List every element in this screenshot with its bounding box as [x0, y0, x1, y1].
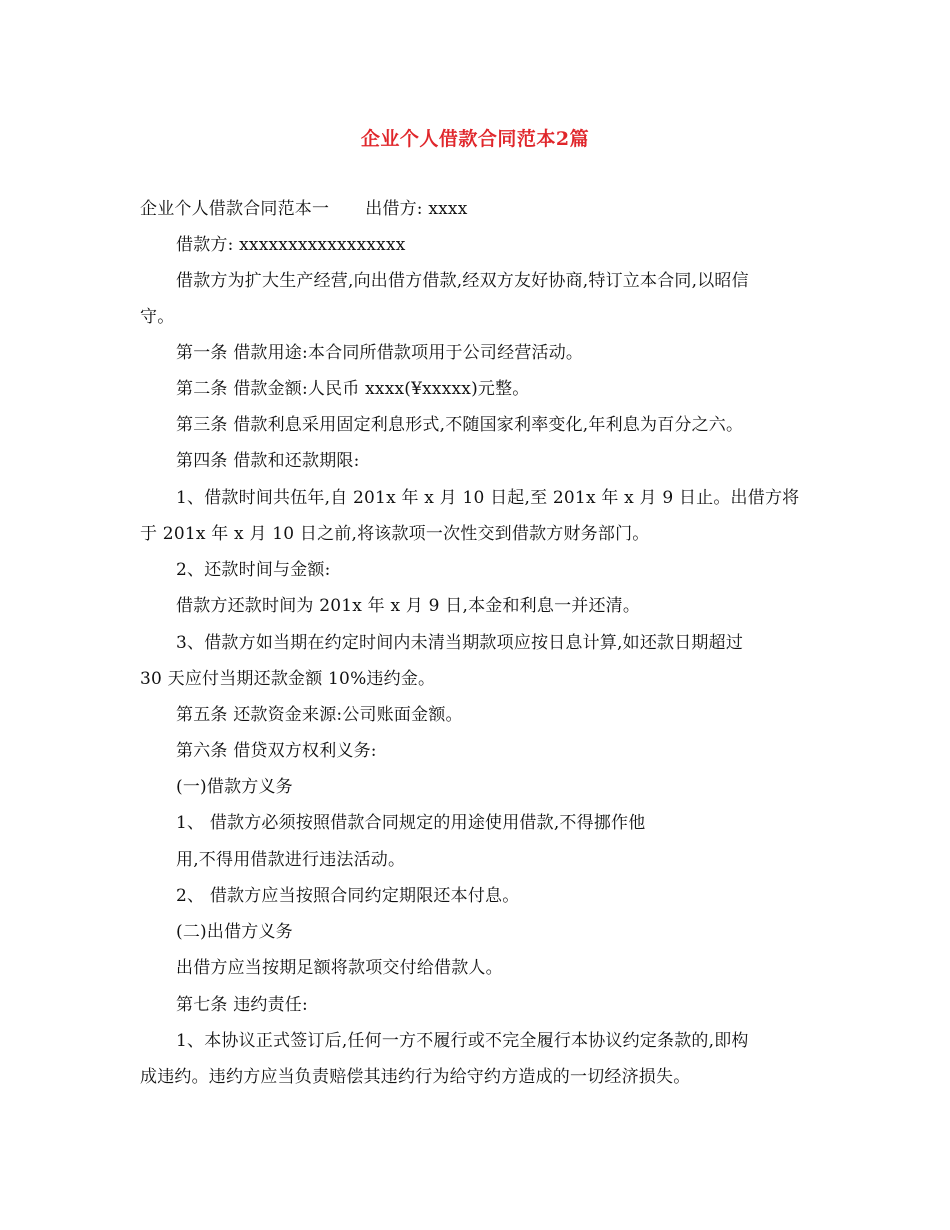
paragraph-line: 1、借款时间共伍年,自 201x 年 x 月 10 日起,至 201x 年 x 月 9 日止。出借方将 [176, 488, 800, 508]
contract-subtitle: 企业个人借款合同范本一 [140, 199, 330, 219]
borrower-field: 借款方: xxxxxxxxxxxxxxxxx [176, 235, 406, 255]
paragraph-line: 出借方应当按期足额将款项交付给借款人。 [176, 958, 503, 978]
paragraph-line: 2、 借款方应当按照合同约定期限还本付息。 [176, 886, 520, 906]
article-5: 第五条 还款资金来源:公司账面金额。 [176, 705, 463, 725]
article-4: 第四条 借款和还款期限: [176, 451, 360, 471]
paragraph-line: 守。 [140, 307, 175, 327]
section-heading: (二)出借方义务 [176, 922, 293, 942]
paragraph-line: 借款方还款时间为 201x 年 x 月 9 日,本金和利息一并还清。 [176, 596, 641, 616]
paragraph-line: 3、借款方如当期在约定时间内未清当期款项应按日息计算,如还款日期超过 [176, 633, 744, 653]
article-7: 第七条 违约责任: [176, 995, 308, 1015]
article-3: 第三条 借款利息采用固定利息形式,不随国家利率变化,年利息为百分之六。 [176, 415, 744, 435]
article-6: 第六条 借贷双方权利义务: [176, 741, 377, 761]
paragraph-line: 于 201x 年 x 月 10 日之前,将该款项一次性交到借款方财务部门。 [140, 524, 650, 544]
paragraph-line: 1、本协议正式签订后,任何一方不履行或不完全履行本协议约定条款的,即构 [176, 1031, 749, 1051]
paragraph-line: 借款方为扩大生产经营,向出借方借款,经双方友好协商,特订立本合同,以昭信 [176, 271, 749, 291]
paragraph-line: 2、还款时间与金额: [176, 560, 331, 580]
paragraph-line: 30 天应付当期还款金额 10%违约金。 [140, 669, 436, 689]
paragraph-line: 成违约。违约方应当负责赔偿其违约行为给守约方造成的一切经济损失。 [140, 1067, 691, 1087]
lender-field: 出借方: xxxx [365, 199, 468, 219]
paragraph-line: 用,不得用借款进行违法活动。 [176, 850, 406, 870]
contract-heading-line [140, 198, 467, 220]
document-title: 企业个人借款合同范本2篇 [360, 128, 590, 150]
paragraph-line: 1、 借款方必须按照借款合同规定的用途使用借款,不得挪作他 [176, 813, 646, 833]
article-1: 第一条 借款用途:本合同所借款项用于公司经营活动。 [176, 343, 584, 363]
section-heading: (一)借款方义务 [176, 777, 293, 797]
article-2: 第二条 借款金额:人民币 xxxx(¥xxxxx)元整。 [176, 379, 530, 399]
